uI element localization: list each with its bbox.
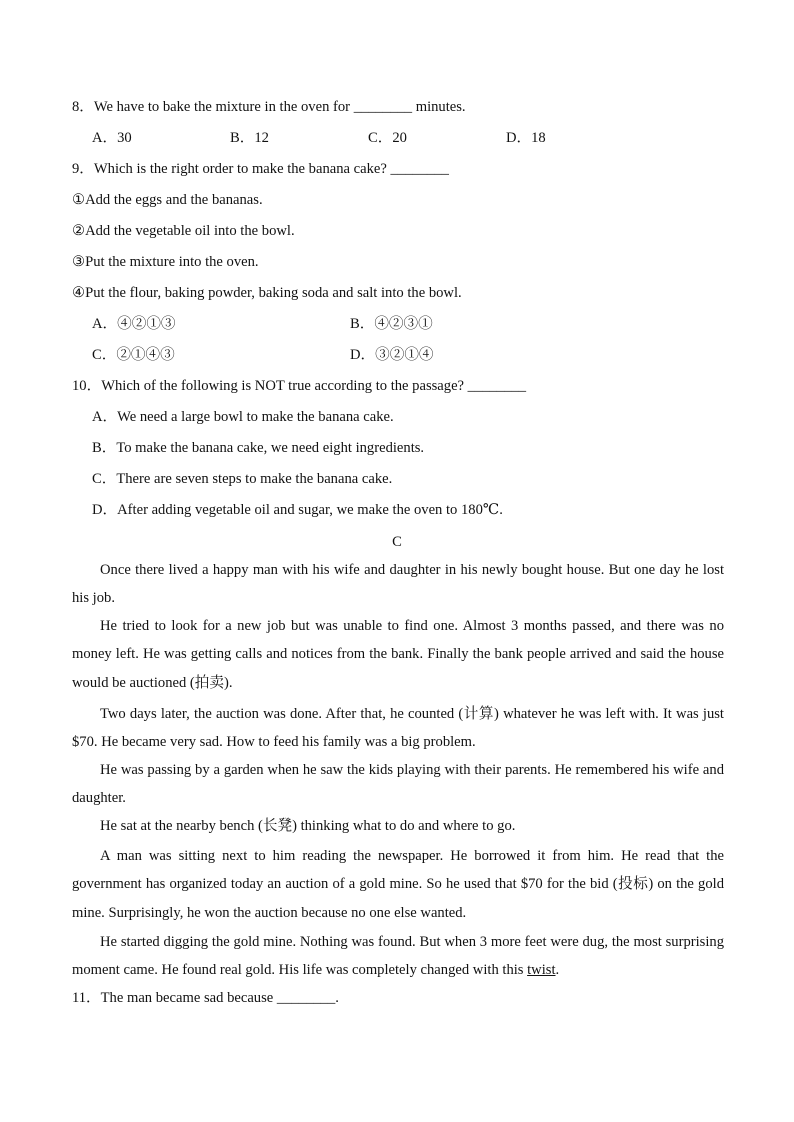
q10-option-c: C．There are seven steps to make the banana cake.: [92, 471, 393, 487]
q10-option-a: A．We need a large bowl to make the banana cake.: [92, 409, 394, 425]
q8-option-a: A．30: [92, 130, 132, 146]
passage-paragraph-2: He tried to look for a new job but was unable to find one. Almost 3 months passed, and there was no money left. He was getting calls and notices from the bank. Finally the bank people arrived and said the house would be auctioned (拍卖).: [72, 618, 724, 691]
q9-option-b: B．④②③①: [350, 316, 433, 332]
q9-step-1: ①Add the eggs and the bananas.: [72, 192, 263, 208]
q9-option-a: A．④②①③: [92, 316, 176, 332]
question-10: 10．Which of the following is NOT true according to the passage? ________: [72, 378, 527, 394]
q9-options-row-2: [92, 345, 608, 365]
q9-step-2: ②Add the vegetable oil into the bowl.: [72, 223, 295, 239]
q8-option-b: B．12: [230, 130, 269, 146]
q10-option-d: D．After adding vegetable oil and sugar, we make the oven to 180℃.: [92, 502, 503, 518]
passage-paragraph-5: He sat at the nearby bench (长凳) thinking what to do and where to go.: [100, 818, 516, 834]
q9-option-d: D．③②①④: [350, 347, 434, 363]
q8-option-c: C．20: [368, 130, 407, 146]
paragraph-7-text: He started digging the gold mine. Nothing was found. But when 3 more feet were dug, the most surprising moment came. He found real gold. His life was completely changed with this: [72, 934, 724, 979]
passage-paragraph-4: He was passing by a garden when he saw the kids playing with their parents. He remembered his wife and daughter.: [72, 762, 724, 807]
passage-paragraph-1: Once there lived a happy man with his wife and daughter in his newly bought house. But one day he lost his job.: [72, 562, 724, 607]
question-11: 11．The man became sad because ________.: [72, 990, 339, 1006]
q8-option-d: D．18: [506, 130, 546, 146]
question-8-options: [92, 128, 644, 148]
q9-step-4: ④Put the flour, baking powder, baking soda and salt into the bowl.: [72, 285, 462, 301]
section-c-heading: C: [392, 534, 402, 550]
q9-step-3: ③Put the mixture into the oven.: [72, 254, 259, 270]
passage-paragraph-7: [72, 928, 724, 985]
passage-paragraph-3: Two days later, the auction was done. After that, he counted (计算) whatever he was left with. It was just $70. He became very sad. How to feed his family was a big problem.: [72, 706, 724, 751]
question-9: 9．Which is the right order to make the banana cake? ________: [72, 161, 449, 177]
q9-option-c: C．②①④③: [92, 347, 175, 363]
passage-paragraph-6: A man was sitting next to him reading the newspaper. He borrowed it from him. He read that the government has organized today an auction of a gold mine. So he used that $70 for the bid (投标) on the gold mine. Surprisingly, he won the auction because no one else wanted.: [72, 848, 724, 921]
question-8: 8．We have to bake the mixture in the oven for ________ minutes.: [72, 99, 466, 115]
q9-options-row-1: [92, 314, 608, 334]
q10-option-b: B．To make the banana cake, we need eight ingredients.: [92, 440, 425, 456]
underlined-word-twist: twist: [527, 962, 556, 979]
paragraph-7-end: .: [555, 962, 560, 979]
